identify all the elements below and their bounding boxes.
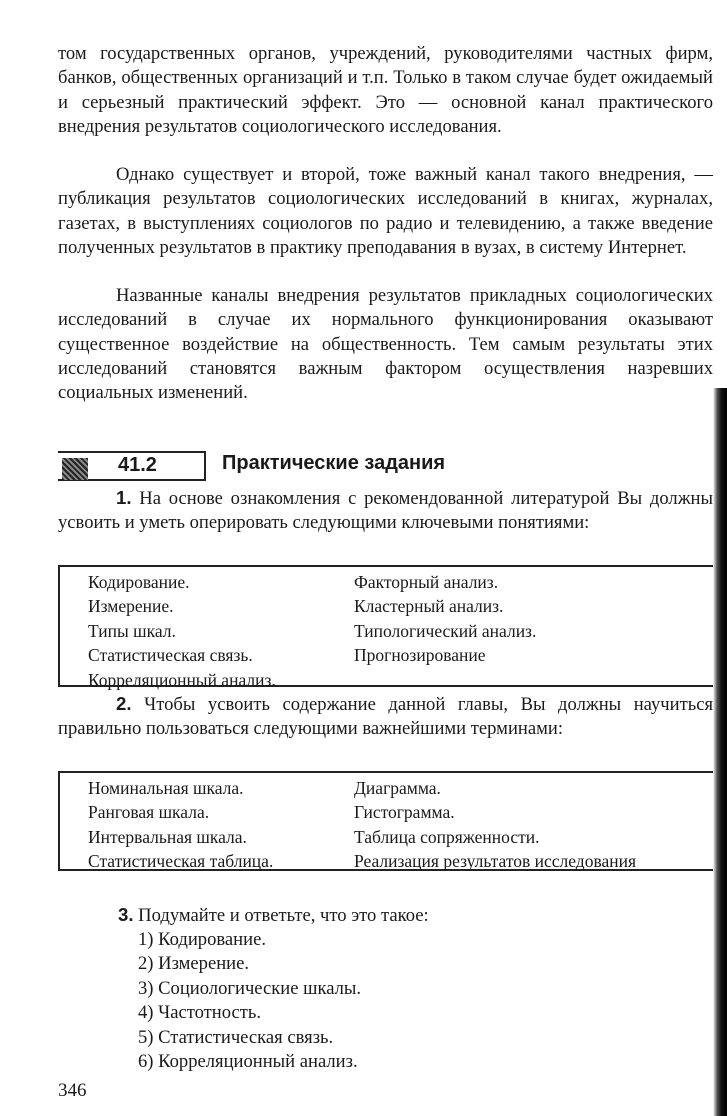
question-item: 6) Корреляционный анализ.: [138, 1051, 358, 1073]
question-list: [138, 928, 361, 1074]
term-item: Ранговая шкала.: [88, 802, 210, 823]
task-3-text: Подумайте и ответьте, что это такое:: [138, 905, 429, 926]
question-item: 4) Частотность.: [138, 1002, 262, 1024]
term-item: Факторный анализ.: [354, 572, 499, 592]
term-item: Кластерный анализ.: [354, 596, 504, 617]
task-1: [58, 486, 713, 536]
term-item: Интервальная шкала.: [88, 826, 247, 847]
task-3: [118, 903, 429, 928]
section-number-box: [58, 451, 206, 481]
task-1-text: На основе ознакомления с рекомендованной литературой Вы должны усвоить и уметь оперировать следующими ключевыми понятиями:: [58, 488, 713, 534]
term-item: Диаграмма.: [354, 778, 441, 798]
term-item: Статистическая таблица.: [88, 851, 274, 872]
term-item: Корреляционный анализ.: [88, 669, 276, 690]
key-concepts-box: [58, 565, 718, 690]
task-2: [58, 692, 713, 742]
key-concepts-right-column: [354, 570, 536, 668]
section-title: Практические задания: [222, 452, 446, 474]
paragraph-1: том государственных органов, учреждений, руководителями частных фирм, банков, общественных организаций и т.п. Только в таком случае будет ожидаемый и серьезный практический эффект. Это — основной канал практического внедрения результатов социологического исследования.: [58, 43, 713, 137]
question-item: 1) Кодирование.: [138, 929, 266, 950]
task-2-number: 2.: [116, 693, 132, 714]
term-item: Типологический анализ.: [354, 620, 537, 641]
term-item: Таблица сопряженности.: [354, 826, 540, 847]
section-number: 41.2: [118, 454, 157, 476]
task-3-number: 3.: [118, 904, 134, 925]
question-item: 5) Статистическая связь.: [138, 1026, 334, 1048]
task-1-number: 1.: [116, 487, 132, 508]
question-item: 3) Социологические шкалы.: [138, 977, 362, 999]
scan-edge-shadow: [713, 388, 727, 1116]
key-terms-right-column: [354, 776, 636, 874]
term-item: Номинальная шкала.: [88, 778, 244, 798]
paragraph-2: Однако существует и второй, тоже важный канал такого внедрения, — публикация результатов социологических исследований в книгах, журналах, газетах, в выступлениях социологов по радио и телевидению, а также введение полученных результатов в практику преподавания в вузах, в систему Интернет.: [58, 164, 713, 258]
term-item: Реализация результатов исследования: [354, 851, 637, 872]
section-heading: [58, 451, 718, 485]
question-item: 2) Измерение.: [138, 953, 250, 975]
paragraph-3: Названные каналы внедрения результатов прикладных социологических исследований в случае их нормального функционирования оказывают существенное воздействие на общественность. Тем самым результаты этих исследований становятся важным фактором осуществления назревших социальных изменений.: [58, 285, 713, 404]
task-2-text: Чтобы усвоить содержание данной главы, Вы должны научиться правильно пользоваться следующими важнейшими терминами:: [58, 694, 713, 740]
key-terms-box: [58, 771, 718, 871]
term-item: Измерение.: [88, 596, 174, 617]
key-concepts-left-column: [88, 570, 276, 692]
key-terms-left-column: [88, 776, 273, 874]
term-item: Гистограмма.: [354, 802, 455, 823]
term-item: Прогнозирование: [354, 645, 486, 666]
section-marker-icon: [62, 458, 88, 480]
page-number: 346: [58, 1080, 87, 1101]
term-item: Кодирование.: [88, 572, 190, 592]
term-item: Типы шкал.: [88, 620, 176, 641]
term-item: Статистическая связь.: [88, 645, 253, 666]
